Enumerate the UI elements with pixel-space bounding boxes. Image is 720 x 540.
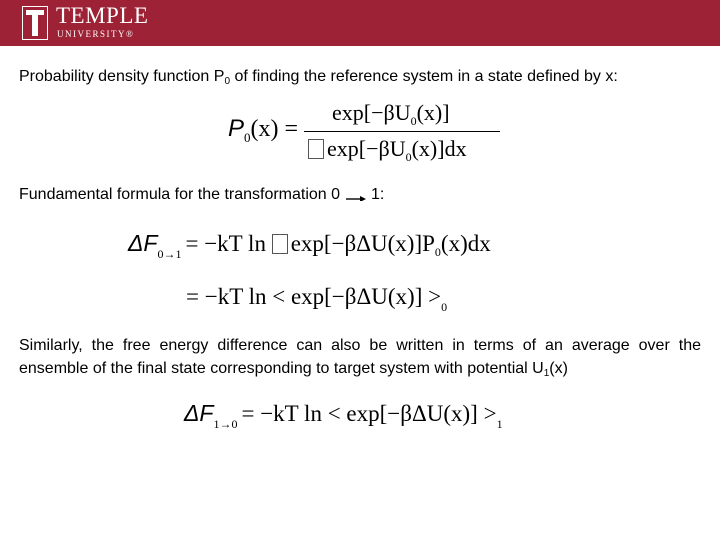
line2-text-end: 1: — [370, 186, 385, 203]
intro-text-end: of finding the reference system in a state defined by x: — [230, 68, 618, 85]
eq1-num: exp[−βU — [332, 100, 411, 125]
intro-text: Probability density function P — [19, 68, 225, 85]
arrow-right-icon — [345, 191, 367, 201]
eq2-integrand-end: (x)dx — [440, 231, 491, 256]
eq1-p-sub: 0 — [244, 130, 251, 145]
eq2-lhs-sub: 0→1 — [157, 247, 182, 261]
equation-free-energy-reverse — [184, 400, 503, 432]
logo-subtitle: UNIVERSITY® — [57, 29, 135, 39]
paragraph-end: (x) — [549, 360, 568, 377]
eq2-rhs2-sub: 0 — [441, 300, 448, 314]
eq1-numerator — [332, 100, 450, 129]
eq2-lhs: ΔF — [128, 230, 158, 256]
intro-line-1 — [19, 68, 618, 87]
eq1-arg: (x) = — [250, 116, 299, 142]
eq1-lhs — [228, 115, 298, 146]
integral-placeholder-icon — [272, 234, 288, 254]
integral-placeholder-icon — [308, 139, 324, 159]
header-bar — [0, 0, 720, 46]
eq1-den-sub: 0 — [405, 150, 412, 164]
eq3-rhs-sub: 1 — [496, 417, 503, 431]
eq3-lhs: ΔF — [184, 400, 214, 426]
equation-free-energy-1 — [128, 230, 491, 262]
eq2-rhs1: = −kT ln — [185, 231, 266, 256]
eq2-integrand: exp[−βΔU(x)]P — [290, 231, 435, 256]
line2-text: Fundamental formula for the transformation 0 — [19, 186, 341, 203]
paragraph-subscript: 1 — [543, 368, 550, 379]
eq3-rhs: = −kT ln < exp[−βΔU(x)] > — [241, 401, 497, 426]
eq2-integrand-sub: 0 — [434, 245, 441, 259]
paragraph-similarly — [19, 334, 701, 385]
eq1-denominator — [308, 136, 467, 165]
eq3-lhs-sub: 1→0 — [213, 417, 238, 431]
equation-probability-density — [228, 100, 508, 166]
temple-t-icon — [22, 6, 48, 40]
logo-name: TEMPLE — [56, 3, 149, 28]
equation-free-energy-2 — [186, 284, 447, 315]
eq1-den: exp[−βU — [327, 136, 406, 161]
eq1-num-sub: 0 — [410, 114, 417, 128]
paragraph-text: Similarly, the free energy difference can also be written in terms of an average over the ensemble of the final state corresponding to target system with potential U — [19, 337, 701, 377]
intro-subscript: 0 — [224, 76, 231, 87]
eq1-p: P — [228, 115, 245, 142]
eq1-den-end: (x)]dx — [411, 136, 467, 161]
intro-line-2 — [19, 186, 384, 204]
fraction-bar — [304, 131, 500, 132]
eq1-num-end: (x)] — [416, 100, 450, 125]
eq2-rhs2: = −kT ln < exp[−βΔU(x)] > — [186, 284, 442, 309]
